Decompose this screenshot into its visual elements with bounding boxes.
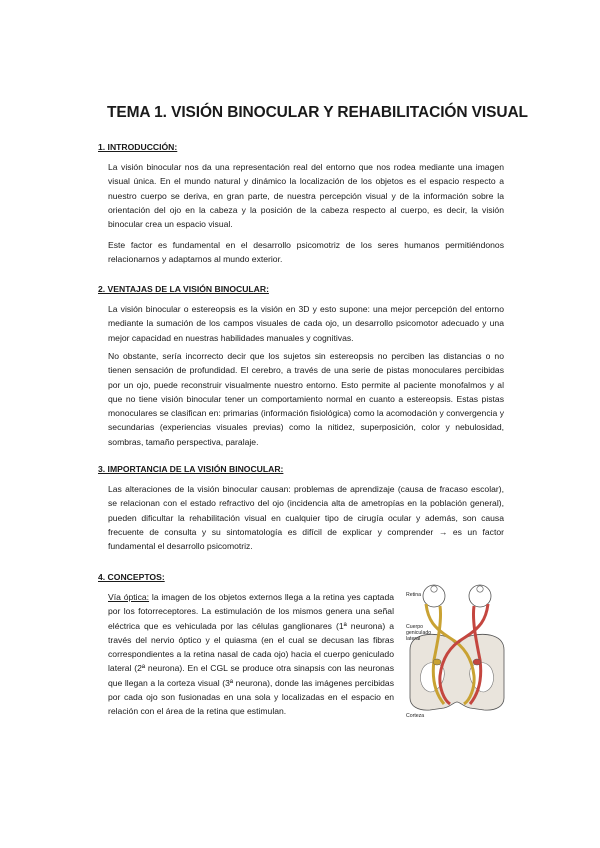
label-cuerpo-2: geniculado (406, 630, 432, 636)
section-heading-introduccion: 1. INTRODUCCIÓN: (98, 142, 178, 152)
left-geniculate-body (433, 659, 441, 665)
left-eye-lens-shape (431, 586, 437, 592)
right-geniculate-body (473, 659, 481, 665)
section-heading-conceptos: 4. CONCEPTOS: (98, 572, 165, 582)
paragraph: La visión binocular o estereopsis es la visión en 3D y esto supone: una mejor percepción del entorno mediante la sumación de los campos visuales de cada ojo, un desarrollo psicomotor adecuado y una mejor capacidad en nuestras habilidades manuales y cognitivas. (108, 304, 504, 343)
label-cuerpo-3: lateral (406, 636, 421, 642)
right-eye-lens-shape (477, 586, 483, 592)
label-cuerpo-1: Cuerpo (406, 624, 424, 630)
definition-via-optica: la imagen de los objetos externos llega a la retina yes captada por los fotorreceptores. La estimulación de los mismos genera una señal eléctrica que es vehiculada por las células ganglionares (1ª neurona) a través del nervio óptico y el quiasma (en el cual se decusan las fibras correspondientes a la retina nasal de cada ojo) hacia el cuerpo geniculado lateral (2ª neurona). En el CGL se produce otra sinapsis con las neuronas que llegan a la corteza visual (3ª neurona), donde las imágenes percibidas por cada ojo son fusionadas en una sola y localizadas en el espacio en relación con el área de la retina que estimulan. (108, 592, 395, 717)
label-corteza: Corteza (406, 713, 425, 719)
paragraph: La visión binocular nos da una representación real del entorno que nos rodea mediante una imagen visual única. En el mundo natural y dinámico la localización de los objetos es el espacio respecto a nuestro cuerpo se deriva, en gran parte, de nuestra percepción visual y de la información sobre la orientación del ojo en la cabeza y la posición de la cabeza respecto al cuerpo, es decir, la visión binocular crea un espacio visual. (108, 162, 504, 230)
paragraph: Este factor es fundamental en el desarrollo psicomotriz de los seres humanos permitiéndonos relacionarnos y adaptarnos al mundo exterior. (108, 240, 504, 265)
section-heading-importancia: 3. IMPORTANCIA DE LA VISIÓN BINOCULAR: (98, 464, 284, 474)
section-heading-ventajas: 2. VENTAJAS DE LA VISIÓN BINOCULAR: (98, 284, 269, 294)
paragraph: Las alteraciones de la visión binocular causan: problemas de aprendizaje (causa de fracaso escolar), se relacionan con el estado refractivo del ojo (incidencia alta de ametropías en la población general), pueden dificultar la rehabilitación visual en cualquier tipo de cirugía ocular y además, son causa frecuente de consulta y su sintomatología es difícil de explicar y comprender → es un factor fundamental el desarrollo psicomotriz. (108, 484, 504, 552)
paragraph-via-optica (108, 590, 394, 719)
paragraph: No obstante, sería incorrecto decir que los sujetos sin estereopsis no perciben las distancias o no tienen sensación de profundidad. El cerebro, a través de una serie de pistas monoculares percibidas por un ojo, puede reconstruir visualmente nuestro entorno. Esto permite al paciente monofalmos y al que no tiene visión binocular tener un comportamiento normal en cuanto a estereopsis. Estas pistas monoculares se clasifican en: primarias (información fisiológica) como la acomodación y convergencia y secundarias (experiencias visuales previas) como la nitidez, superposición, color y nebulosidad, sombras, tamaño perspectiva, paralaje. (108, 351, 504, 447)
label-retina: Retina (406, 592, 421, 598)
page-title: TEMA 1. VISIÓN BINOCULAR Y REHABILITACIÓN VISUAL (107, 104, 528, 121)
term-via-optica: Vía óptica: (108, 592, 150, 602)
visual-pathway-diagram (404, 580, 510, 720)
